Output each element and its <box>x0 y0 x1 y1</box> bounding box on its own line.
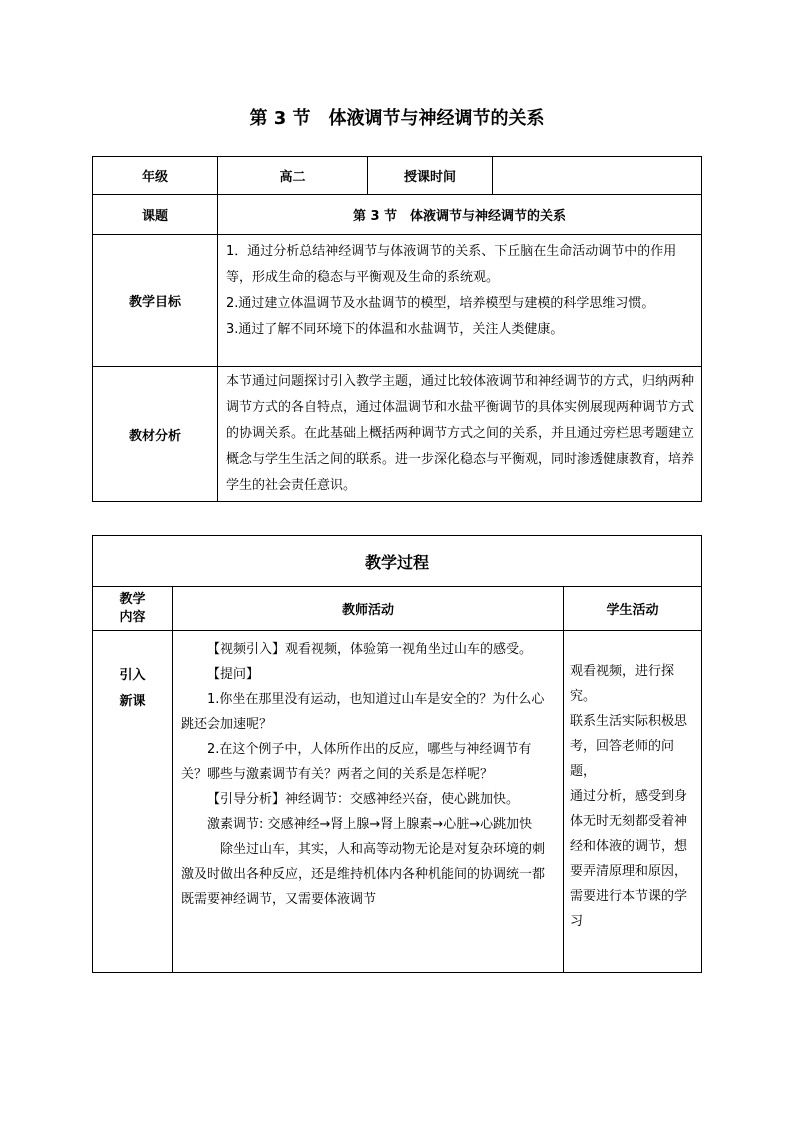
analysis-text: 本节通过问题探讨引入教学主题，通过比较体液调节和神经调节的方式，归纳两种调节方式的各自特点，通过体温调节和水盐平衡调节的具体实例展现两种调节方式的协调关系。在此基础上概括两种调节方式之间的关系，并且通过旁栏思考题建立概念与学生生活之间的联系。进一步深化稳态与平衡观，同时渗透健康教育，培养学生的社会责任意识。 <box>218 367 702 502</box>
time-value <box>493 157 702 195</box>
col-header-content-line2: 内容 <box>119 609 146 625</box>
row-label-intro <box>93 631 173 973</box>
row-label-line2: 新课 <box>119 694 146 709</box>
teacher-activity <box>173 631 564 973</box>
lesson-info-table <box>92 156 702 502</box>
col-header-content-line1: 教学 <box>119 591 146 607</box>
teacher-paragraph: 除坐过山车，其实，人和高等动物无论是对复杂环境的刺激及时做出各种反应，还是维持机体内各种机能间的协调统一都既需要神经调节，又需要体液调节 <box>181 842 546 907</box>
grade-label: 年级 <box>93 157 218 195</box>
teaching-process-table <box>92 535 702 973</box>
teacher-paragraph: 2.在这个例子中，人体所作出的反应，哪些与神经调节有关？哪些与激素调节有关？两者之间的关系是怎样呢？ <box>181 742 532 782</box>
row-label-line1: 引入 <box>119 668 146 683</box>
teacher-paragraph: 【引导分析】神经调节：交感神经兴奋，使心跳加快。 <box>207 792 520 807</box>
col-header-content <box>93 587 173 631</box>
process-title: 教学过程 <box>93 536 702 587</box>
student-paragraph: 通过分析，感受到身体无时无刻都受着神经和体液的调节，想要弄清原理和原因，需要进行本节课的学习 <box>570 789 688 929</box>
time-label: 授课时间 <box>368 157 493 195</box>
analysis-label: 教材分析 <box>93 367 218 502</box>
teacher-paragraph: 【提问】 <box>207 667 260 682</box>
goal-item: 3.通过了解不同环境下的体温和水盐调节，关注人类健康。 <box>226 322 564 337</box>
grade-value: 高二 <box>218 157 368 195</box>
student-activity <box>564 631 702 973</box>
student-paragraph: 联系生活实际积极思考，回答老师的问题， <box>570 714 688 779</box>
page-title: 第 3 节 体液调节与神经调节的关系 <box>249 108 545 129</box>
topic-value: 第 3 节 体液调节与神经调节的关系 <box>218 195 702 235</box>
teacher-paragraph: 【视频引入】观看视频，体验第一视角坐过山车的感受。 <box>207 642 533 657</box>
col-header-student: 学生活动 <box>564 587 702 631</box>
student-paragraph: 观看视频，进行探究。 <box>570 664 675 704</box>
topic-label: 课题 <box>93 195 218 235</box>
goals-cell <box>218 235 702 367</box>
goals-label: 教学目标 <box>93 235 218 367</box>
goal-item: 2.通过建立体温调节及水盐调节的模型，培养模型与建模的科学思维习惯。 <box>226 296 655 311</box>
teacher-paragraph: 激素调节: 交感神经→肾上腺→肾上腺素→心脏→心跳加快 <box>207 817 533 832</box>
goal-item: 1．通过分析总结神经调节与体液调节的关系、下丘脑在生命活动调节中的作用等，形成生命的稳态与平衡观及生命的系统观。 <box>226 244 677 285</box>
teacher-paragraph: 1.你坐在那里没有运动，也知道过山车是安全的？为什么心跳还会加速呢？ <box>181 692 545 732</box>
col-header-teacher: 教师活动 <box>173 587 564 631</box>
